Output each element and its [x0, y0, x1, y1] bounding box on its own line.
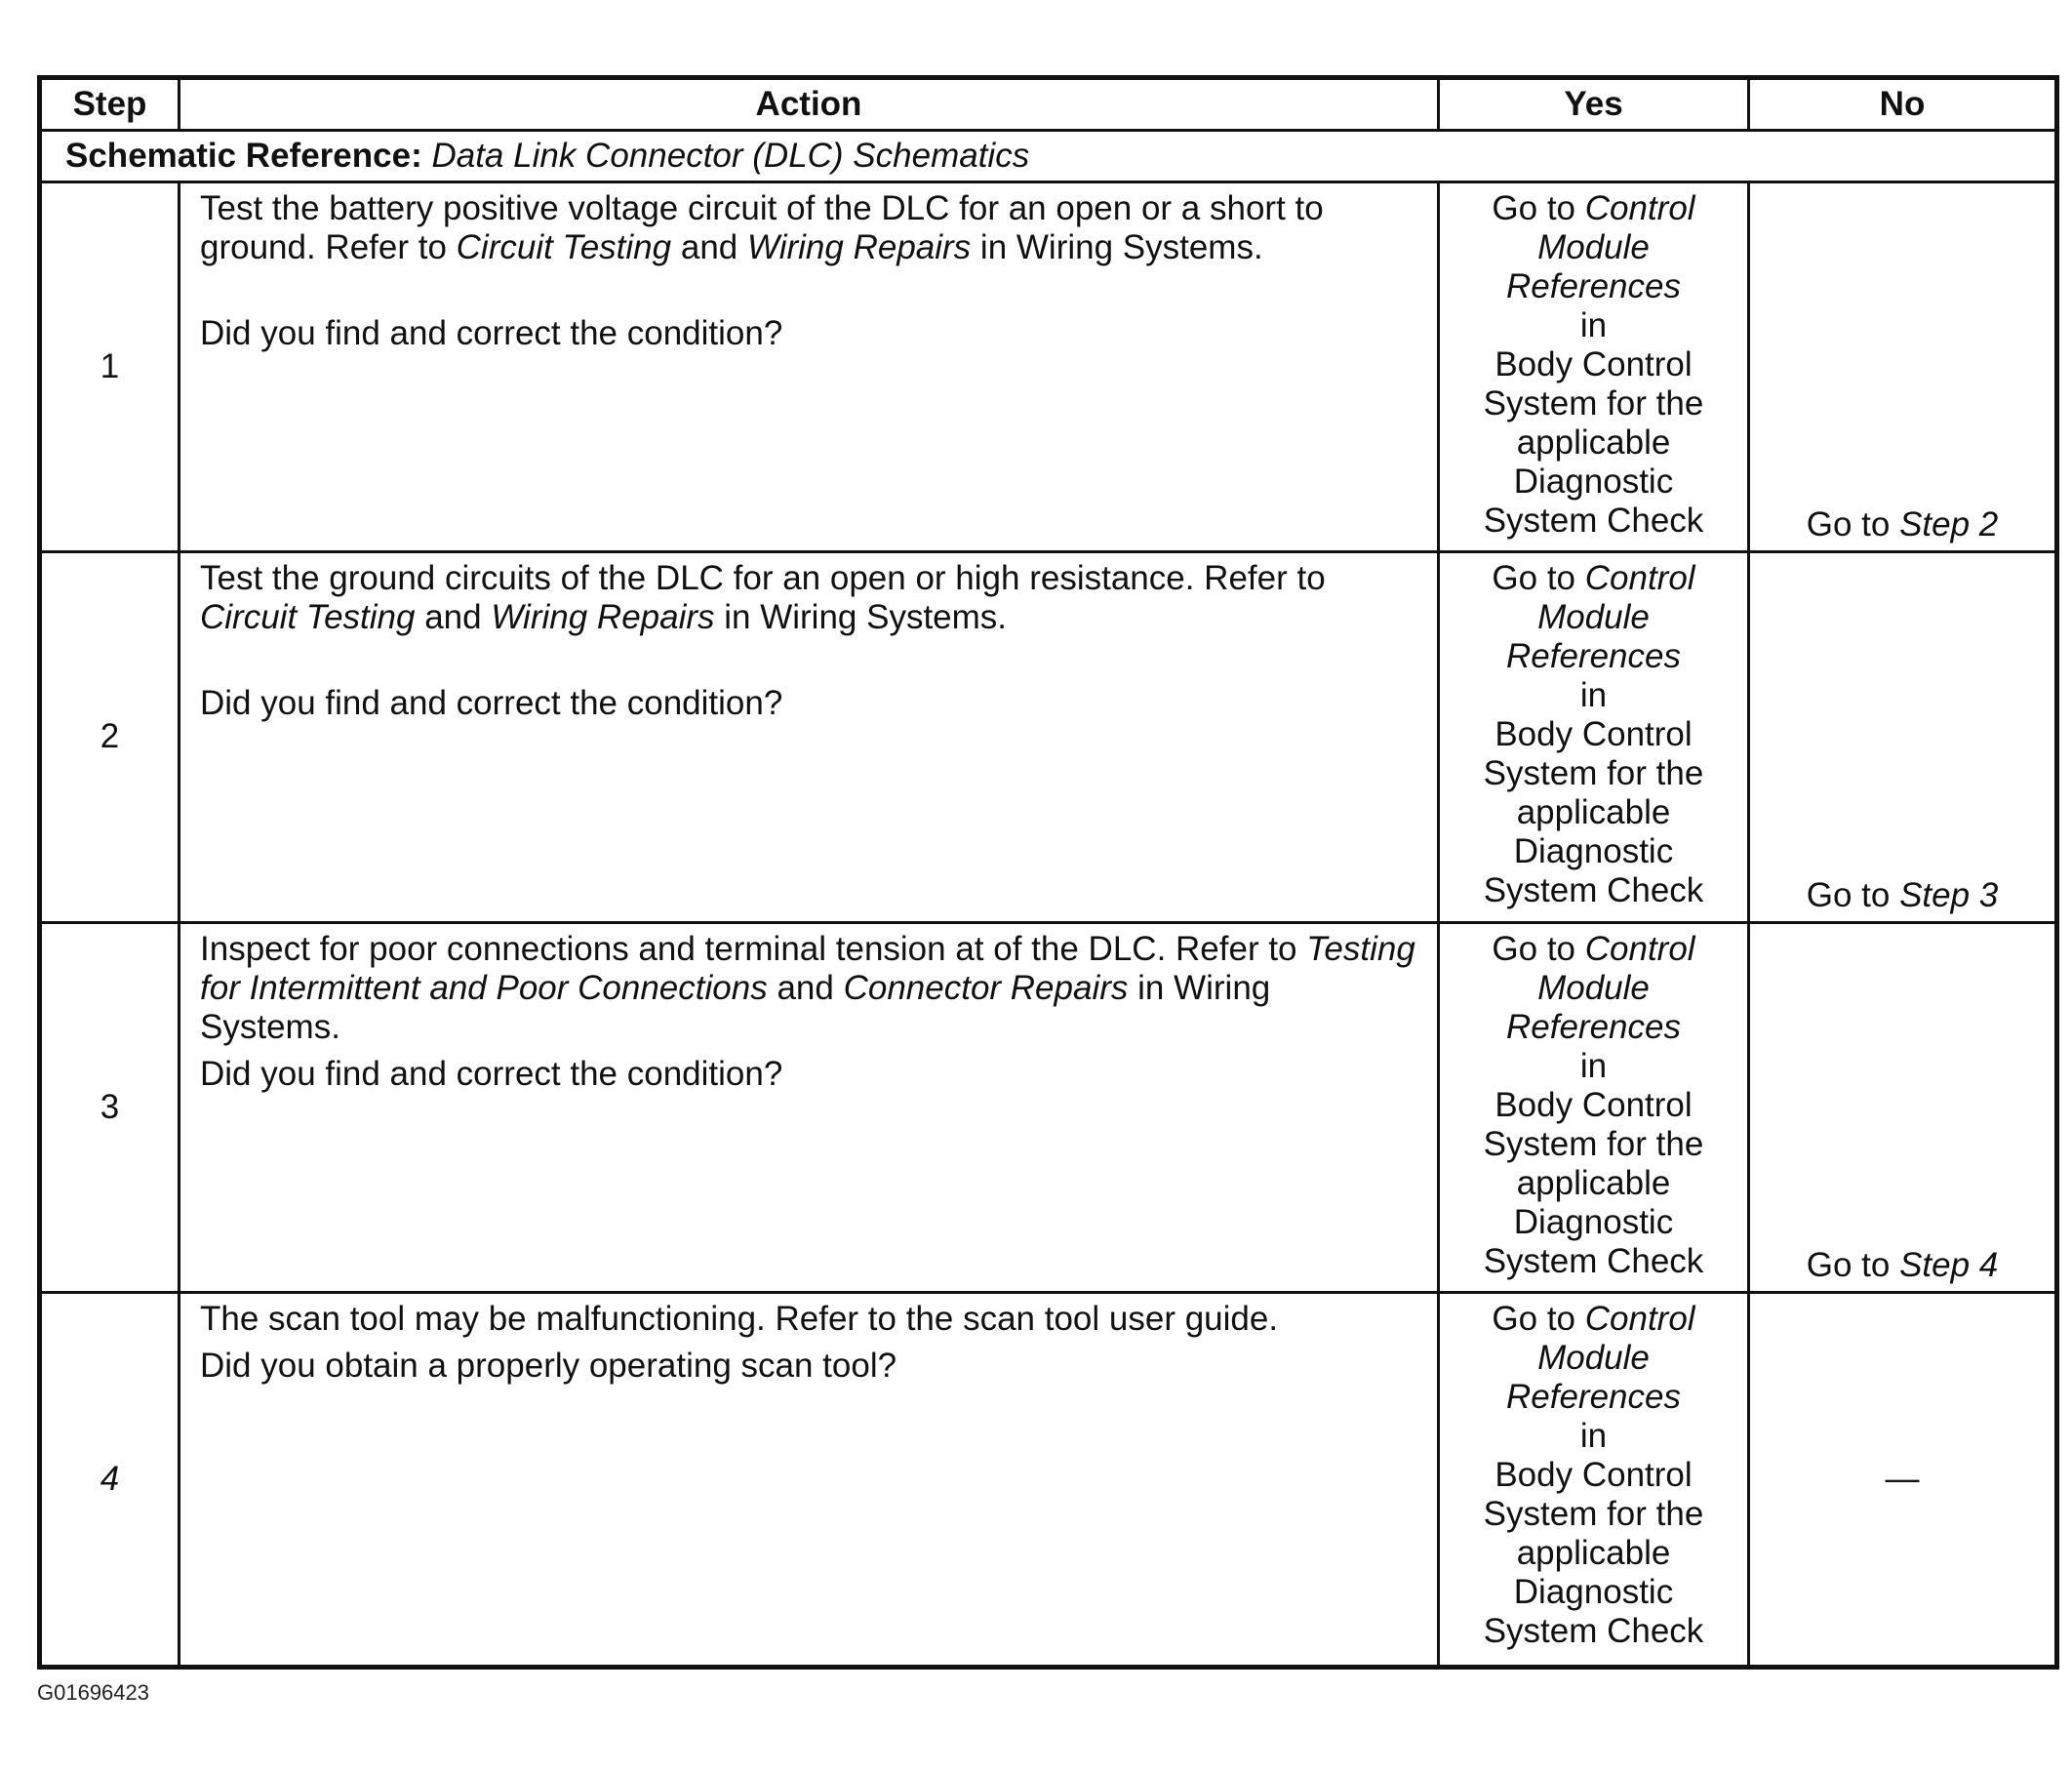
- diagnostic-table: [37, 75, 2059, 1670]
- yes-cell: Go to Control Module References in Body Control System for the applicable Diagnostic System Check: [1439, 182, 1749, 552]
- no-cell: —: [1749, 1292, 2057, 1667]
- no-step-ref: Step 4: [1899, 1245, 1999, 1284]
- no-step-ref: Step 3: [1899, 875, 1999, 914]
- action-text: The scan tool may be malfunctioning. Refer to the scan tool user guide.: [200, 1299, 1279, 1338]
- action-question: Did you find and correct the condition?: [200, 684, 783, 723]
- step-number: 3: [40, 922, 179, 1292]
- action-cell: [179, 182, 1439, 552]
- header-row: [40, 78, 2057, 131]
- action-ref: Testing for Intermittent and Poor Connections: [200, 929, 1415, 1007]
- header-yes: Yes: [1439, 78, 1749, 131]
- header-action: Action: [179, 78, 1439, 131]
- table-row: [40, 922, 2057, 1292]
- no-cell: Go to Step 2: [1749, 182, 2057, 552]
- action-question: Did you find and correct the condition?: [200, 314, 783, 353]
- action-ref: Connector Repairs: [843, 968, 1129, 1007]
- step-number: 2: [40, 552, 179, 922]
- action-text: Test the ground circuits of the DLC for an open or high resistance. Refer to Circuit Testing and Wiring Repairs in Wiring Systems.: [200, 559, 1326, 637]
- figure-id: G01696423: [37, 1680, 149, 1705]
- action-cell: [179, 1292, 1439, 1667]
- action-ref: Wiring Repairs: [491, 598, 715, 637]
- schematic-reference-value: Data Link Connector (DLC) Schematics: [431, 137, 1030, 176]
- yes-cell: Go to Control Module References in Body Control System for the applicable Diagnostic System Check: [1439, 922, 1749, 1292]
- schematic-reference: [40, 131, 2057, 182]
- schematic-reference-row: [40, 131, 2057, 182]
- step-number: 4: [40, 1292, 179, 1667]
- header-step: Step: [40, 78, 179, 131]
- action-text: Test the battery positive voltage circuit of the DLC for an open or a short to ground. Refer to Circuit Testing and Wiring Repairs in Wiring Systems.: [200, 189, 1324, 267]
- action-ref: Circuit Testing: [456, 228, 672, 267]
- table-row: [40, 552, 2057, 922]
- action-text: Inspect for poor connections and terminal tension at of the DLC. Refer to Testing for Intermittent and Poor Connections and Connector Repairs in Wiring Systems.: [200, 929, 1415, 1046]
- step-number: 1: [40, 182, 179, 552]
- header-no: No: [1749, 78, 2057, 131]
- no-cell: Go to Step 3: [1749, 552, 2057, 922]
- action-question: Did you obtain a properly operating scan tool?: [200, 1346, 897, 1385]
- table-row: [40, 1292, 2057, 1667]
- yes-cell: Go to Control Module References in Body Control System for the applicable Diagnostic System Check: [1439, 1292, 1749, 1667]
- no-step-ref: Step 2: [1899, 505, 1999, 544]
- action-ref: Wiring Repairs: [746, 228, 972, 267]
- no-cell: Go to Step 4: [1749, 922, 2057, 1292]
- action-ref: Circuit Testing: [200, 598, 416, 637]
- action-cell: [179, 552, 1439, 922]
- action-cell: [179, 922, 1439, 1292]
- schematic-reference-label: Schematic Reference:: [65, 137, 422, 176]
- action-question: Did you find and correct the condition?: [200, 1054, 783, 1093]
- yes-cell: Go to Control Module References in Body Control System for the applicable Diagnostic System Check: [1439, 552, 1749, 922]
- table-row: [40, 182, 2057, 552]
